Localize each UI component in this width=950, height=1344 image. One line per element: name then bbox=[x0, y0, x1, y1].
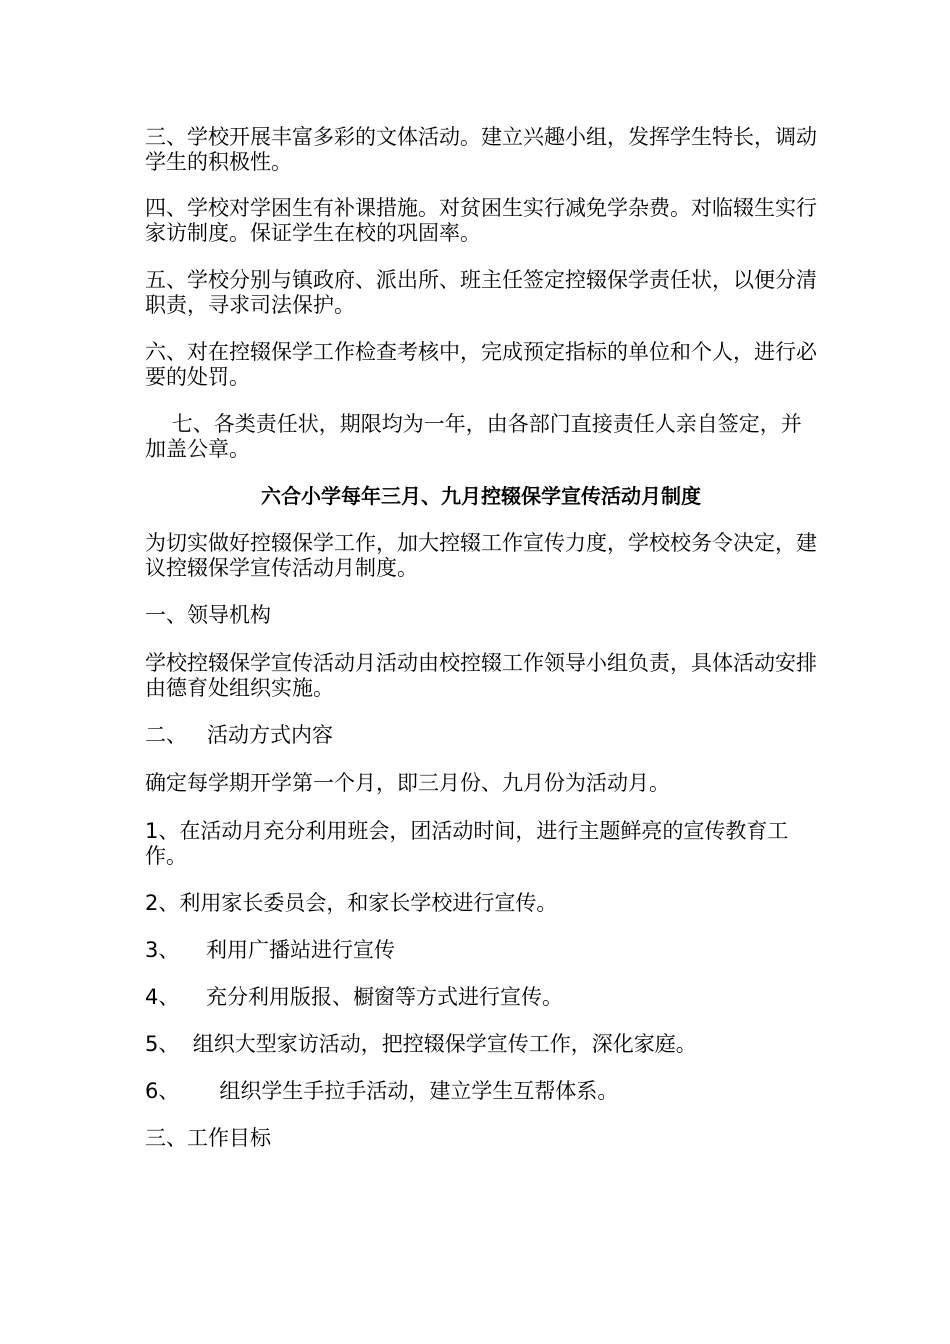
paragraph-4: 四、学校对学困生有补课措施。对贫困生实行减免学杂费。对临辍生实行家访制度。保证学生在校的巩固率。 bbox=[145, 196, 817, 245]
paragraph-5: 五、学校分别与镇政府、派出所、班主任签定控辍保学责任状，以便分清职责，寻求司法保护。 bbox=[145, 268, 817, 317]
list-item: 2、利用家长委员会，和家长学校进行宣传。 bbox=[145, 891, 558, 915]
heading-goals: 三、工作目标 bbox=[145, 1126, 271, 1150]
paragraph-6: 六、对在控辍保学工作检查考核中，完成预定指标的单位和个人，进行必要的处罚。 bbox=[145, 340, 817, 389]
list-item: 6、 组织学生手拉手活动，建立学生互帮体系。 bbox=[145, 1079, 619, 1103]
list-item: 1、在活动月充分利用班会，团活动时间，进行主题鲜亮的宣传教育工作。 bbox=[145, 819, 789, 868]
intro-paragraph: 为切实做好控辍保学工作，加大控辍工作宣传力度，学校校务令决定，建议控辍保学宣传活动月制度。 bbox=[145, 531, 817, 580]
section-title: 六合小学每年三月、九月控辍保学宣传活动月制度 bbox=[261, 484, 701, 508]
list-item: 5、 组织大型家访活动，把控辍保学宣传工作，深化家庭。 bbox=[145, 1032, 697, 1056]
activities-body: 确定每学期开学第一个月，即三月份、九月份为活动月。 bbox=[145, 771, 670, 795]
leadership-body: 学校控辍保学宣传活动月活动由校控辍工作领导小组负责，具体活动安排由德育处组织实施。 bbox=[145, 651, 817, 700]
list-item: 4、 充分利用版报、橱窗等方式进行宣传。 bbox=[145, 985, 564, 1009]
list-item: 3、 利用广播站进行宣传 bbox=[145, 938, 396, 962]
paragraph-7: 七、各类责任状，期限均为一年，由各部门直接责任人亲自签定，并加盖公章。 bbox=[145, 412, 802, 461]
heading-activities: 二、 活动方式内容 bbox=[145, 723, 334, 747]
heading-leadership: 一、领导机构 bbox=[145, 603, 271, 627]
paragraph-3: 三、学校开展丰富多彩的文体活动。建立兴趣小组，发挥学生特长，调动学生的积极性。 bbox=[145, 125, 817, 174]
